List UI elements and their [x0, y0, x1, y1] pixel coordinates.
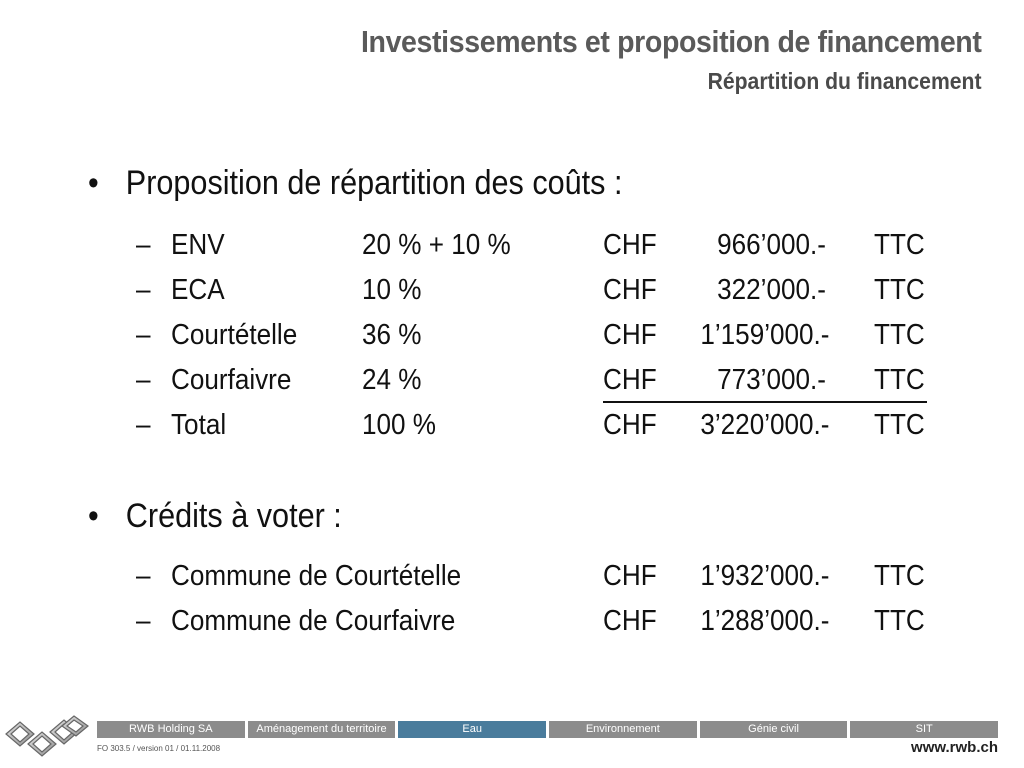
cost-currency: CHF — [603, 274, 657, 306]
website-link[interactable]: www.rwb.ch — [911, 739, 998, 756]
bullet-icon: • — [88, 164, 99, 202]
dash-icon: – — [136, 319, 151, 351]
credit-currency: CHF — [603, 605, 657, 637]
credits-heading: Crédits à voter : — [125, 497, 342, 535]
nav-item-eau[interactable]: Eau — [398, 721, 546, 738]
cost-label: Courtételle — [171, 319, 298, 351]
cost-tax: TTC — [874, 274, 925, 306]
slide-header — [307, 22, 982, 95]
nav-item-sit[interactable]: SIT — [850, 721, 998, 738]
dash-icon: – — [136, 274, 151, 306]
division-navbar — [97, 721, 998, 738]
credit-amount: 1’932’000.- — [700, 560, 830, 592]
cost-tax: TTC — [874, 319, 925, 351]
dash-icon: – — [136, 364, 151, 396]
credit-tax: TTC — [874, 605, 925, 637]
cost-amount: 773’000.- — [717, 364, 826, 396]
cost-amount: 966’000.- — [717, 229, 826, 261]
cost-currency: CHF — [603, 409, 657, 441]
cost-currency: CHF — [603, 319, 657, 351]
cost-percent: 36 % — [362, 319, 422, 351]
slide-subtitle: Répartition du financement — [707, 68, 981, 94]
cost-percent: 100 % — [362, 409, 437, 441]
credit-label: Commune de Courtételle — [171, 560, 462, 592]
cost-label: Total — [171, 409, 227, 441]
credit-amount: 1’288’000.- — [700, 605, 830, 637]
bullet-credits-heading — [88, 497, 342, 536]
cost-percent: 10 % — [362, 274, 422, 306]
dash-icon: – — [136, 605, 151, 637]
slide-title: Investissements et proposition de financement — [360, 24, 981, 59]
cost-percent: 20 % + 10 % — [362, 229, 511, 261]
cost-tax: TTC — [874, 229, 925, 261]
dash-icon: – — [136, 229, 151, 261]
cost-currency: CHF — [603, 229, 657, 261]
cost-tax: TTC — [874, 409, 925, 441]
cost-amount: 1’159’000.- — [700, 319, 830, 351]
credit-label: Commune de Courfaivre — [171, 605, 456, 637]
nav-item-environnement[interactable]: Environnement — [549, 721, 697, 738]
credit-tax: TTC — [874, 560, 925, 592]
nav-item-rwb-holding[interactable]: RWB Holding SA — [97, 721, 245, 738]
rwb-cubes-logo-icon — [2, 710, 92, 762]
cost-currency: CHF — [603, 364, 657, 396]
cost-percent: 24 % — [362, 364, 422, 396]
cost-amount: 3’220’000.- — [700, 409, 830, 441]
nav-item-amenagement[interactable]: Aménagement du territoire — [248, 721, 396, 738]
bullet-icon: • — [88, 497, 99, 535]
cost-label: ENV — [171, 229, 225, 261]
bullet-costs-heading — [88, 164, 622, 203]
dash-icon: – — [136, 560, 151, 592]
costs-heading: Proposition de répartition des coûts : — [125, 164, 623, 202]
dash-icon: – — [136, 409, 151, 441]
cost-label: ECA — [171, 274, 225, 306]
cost-label: Courfaivre — [171, 364, 292, 396]
cost-tax: TTC — [874, 364, 925, 396]
credit-currency: CHF — [603, 560, 657, 592]
nav-item-genie-civil[interactable]: Génie civil — [700, 721, 848, 738]
cost-amount: 322’000.- — [717, 274, 826, 306]
document-version: FO 303.5 / version 01 / 01.11.2008 — [97, 744, 221, 753]
